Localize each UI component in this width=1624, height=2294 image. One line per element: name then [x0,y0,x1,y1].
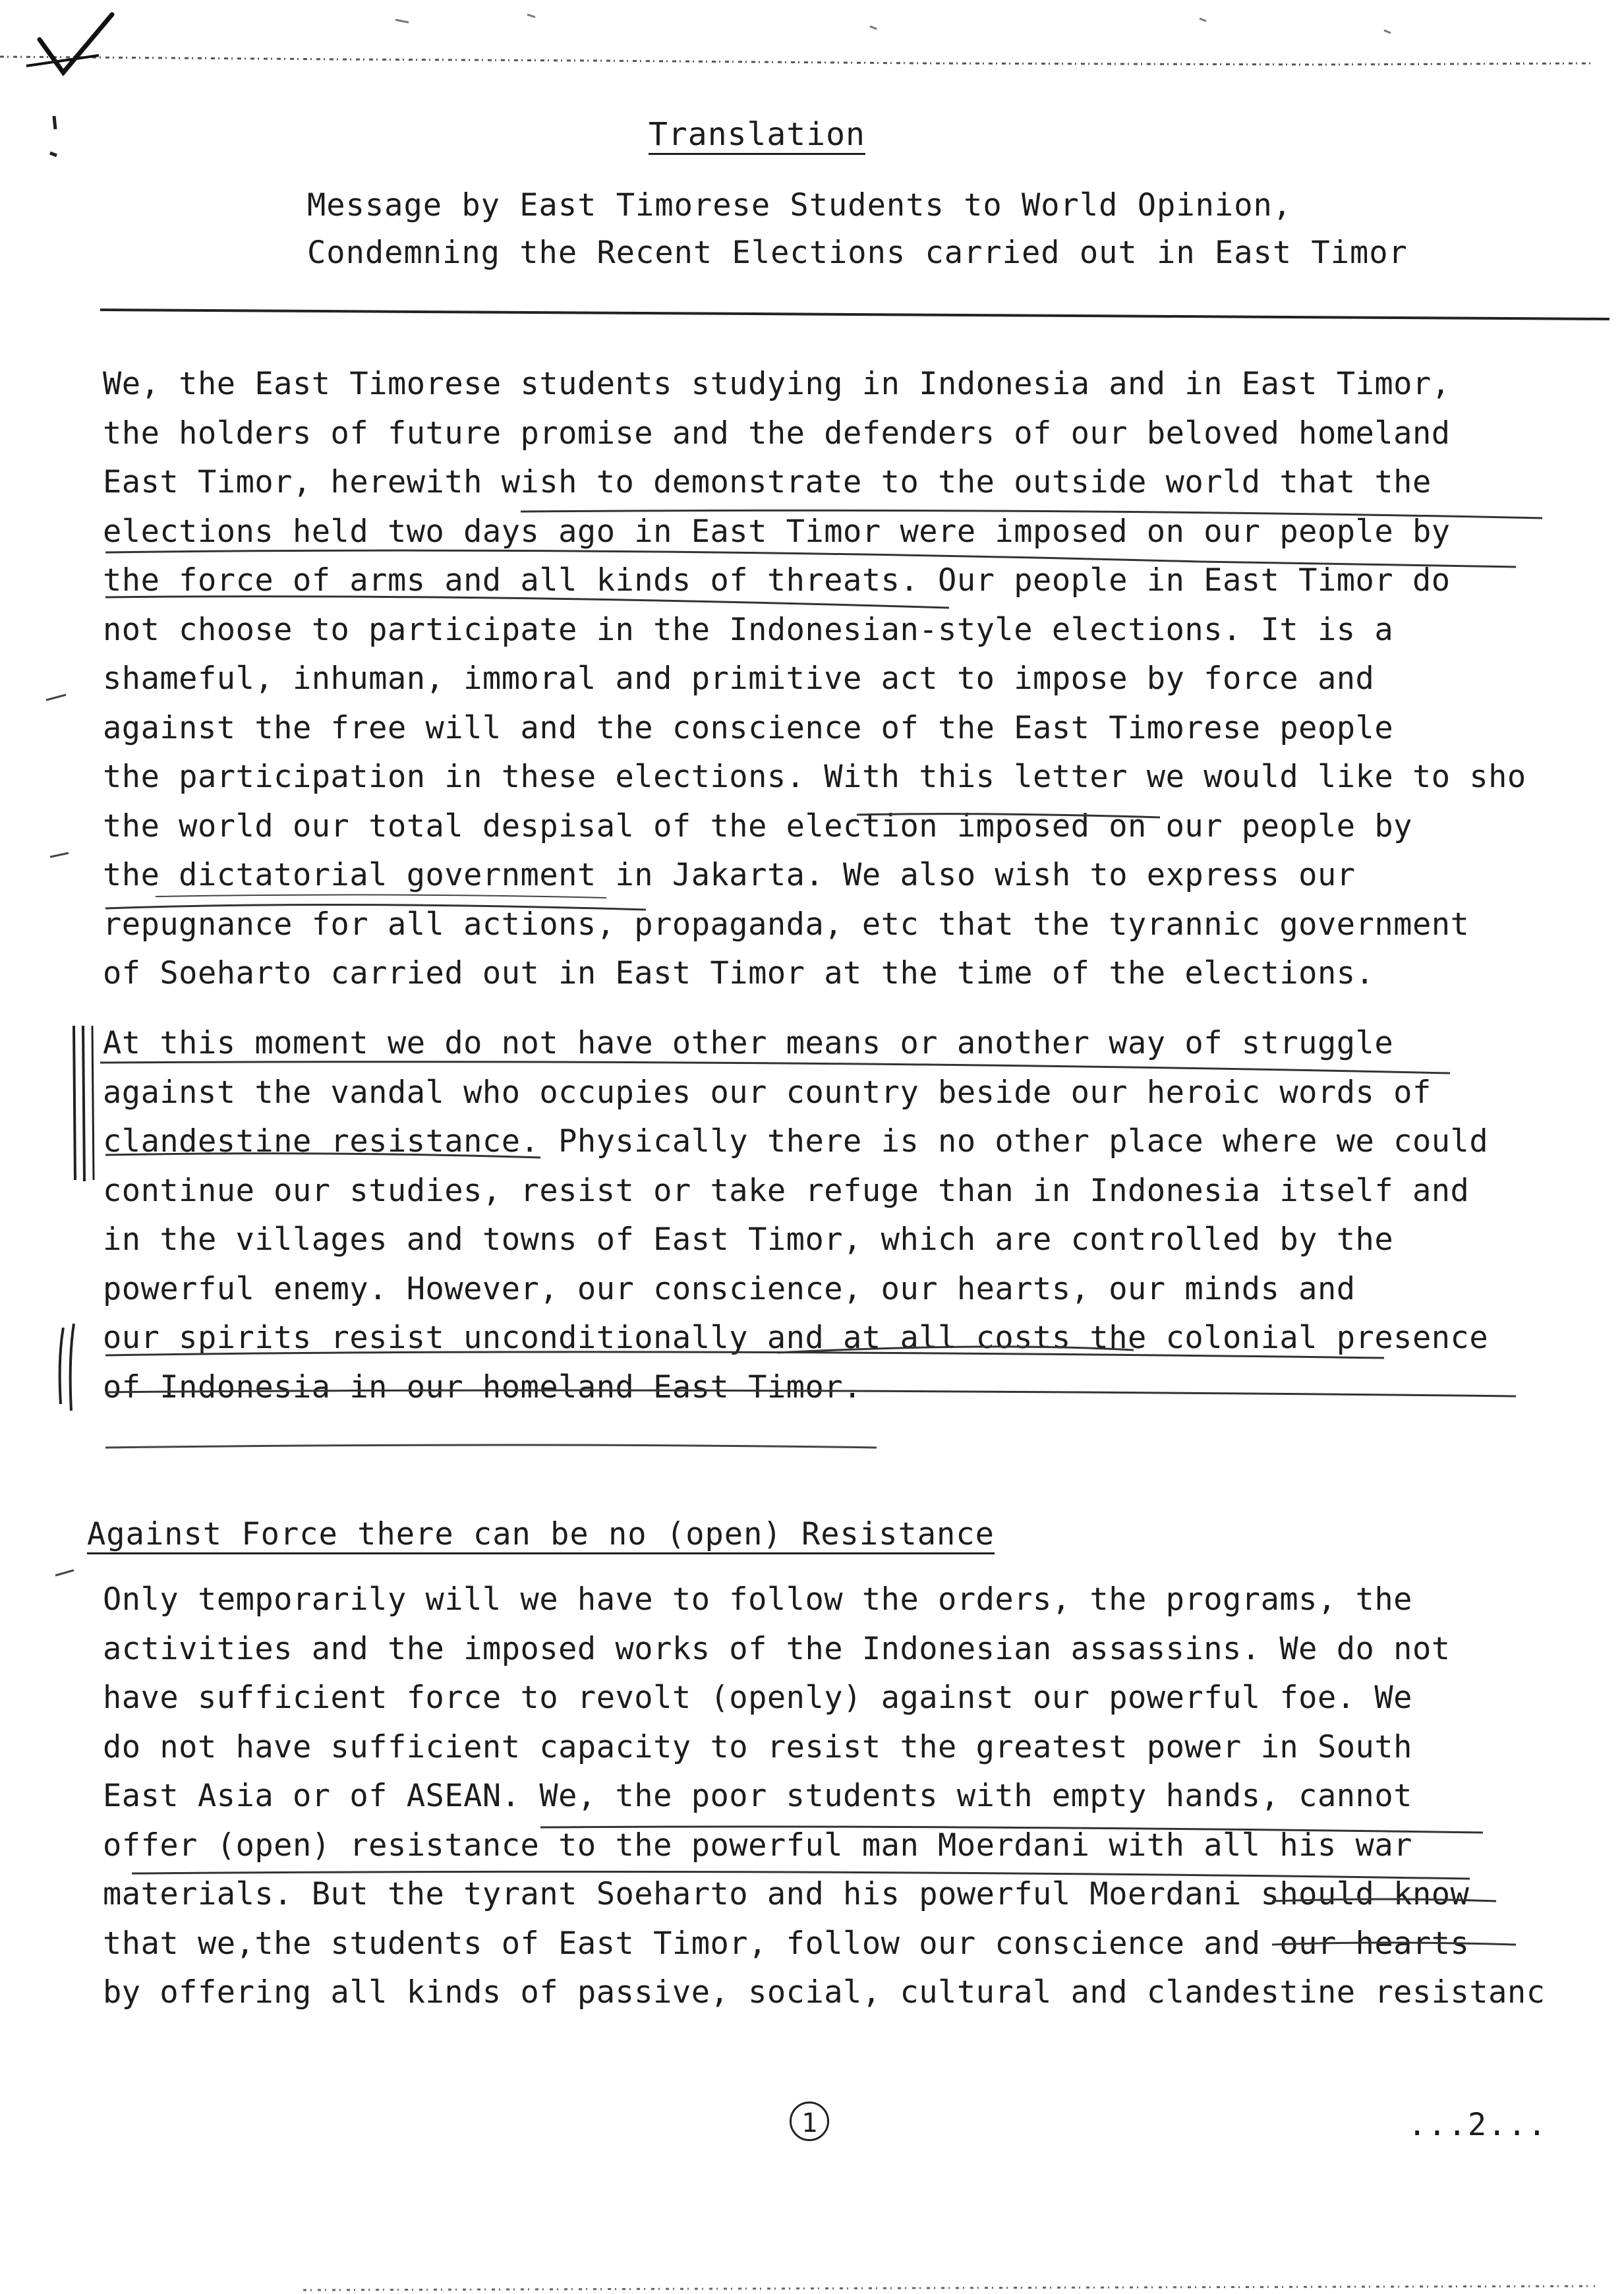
paragraph-3: Only temporarily will we have to follow the orders, the programs, the activities and the imposed works of the Indonesian assassins. We do not have sufficient force to revolt (openly) against our powerful foe. We do not have sufficient capacity to resist the greatest power in South East Asia or of ASEAN. We, the poor students with empty hands, cannot offer (open) resistance to the powerful man Moerdani with all his war materials. But the tyrant Soeharto and his powerful Moerdani should know that we,the students of East Timor, follow our conscience and our hearts by offering all kinds of passive, social, cultural and clandestine resistanc [103,1581,1546,2011]
paragraph-1: We, the East Timorese students studying in Indonesia and in East Timor, the holders of future promise and the defenders of our beloved homeland East Timor, herewith wish to demonstrate to the outside world that the elections held two days ago in East Timor were imposed on our people by the force of arms and all kinds of threats. Our people in East Timor do not choose to participate in the Indonesian-style elections. It is a shameful, inhuman, immoral and primitive act to impose by force and against the free will and the conscience of the East Timorese people the participation in these elections. With this letter we would like to sho the world our total despisal of the election imposed on our people by the dictatorial government in Jakarta. We also wish to express our repugnance for all actions, propaganda, etc that the tyrannic government of Soeharto carried out in East Timor at the time of the elections. [103,366,1526,991]
document-title: Translation [649,116,865,153]
continuation-marker: ...2... [1408,2107,1548,2143]
subtitle-line-1: Message by East Timorese Students to World Opinion, [307,187,1292,223]
section-heading: Against Force there can be no (open) Resistance [87,1516,995,1552]
page-number-circle: 1 [790,2102,829,2141]
paragraph-2: At this moment we do not have other means or another way of struggle against the vandal who occupies our country beside our heroic words of clandestine resistance. Physically there is no other place where we could continue our studies, resist or take refuge than in Indonesia itself and in the villages and towns of East Timor, which are controlled by the powerful enemy. However, our conscience, our hearts, our minds and our spirits resist unconditionally and at all costs the colonial presence of Indonesia in our homeland East Timor. [103,1025,1489,1405]
subtitle-line-2: Condemning the Recent Elections carried out in East Timor [307,235,1408,271]
